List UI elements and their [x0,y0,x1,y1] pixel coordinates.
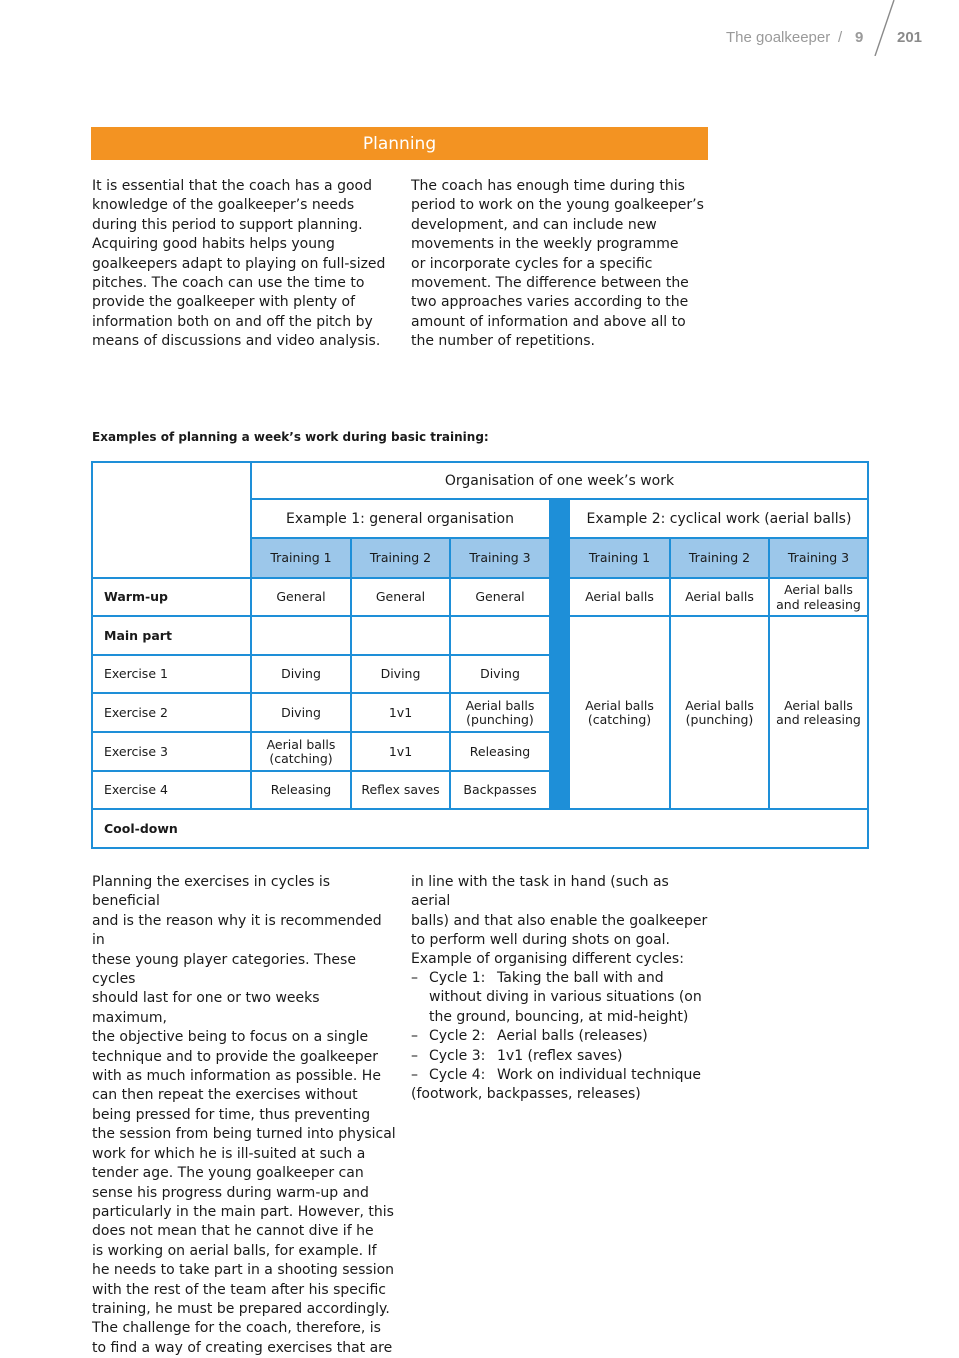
table-cell: Aerial balls (punching) [465,697,535,727]
table-cell: General [475,589,525,605]
cycles-list [411,969,711,1105]
body-right-paragraph: in line with the task in hand (such as aerial balls) and that also enable the goalkeeper to perform well during shots on goal. [411,874,708,949]
cycle-name: Cycle 2: [429,1028,486,1045]
list-item [411,969,711,1027]
row-label-exercise: Exercise 4 [104,782,168,798]
example2-header: Example 2: cyclical work (aerial balls) [586,510,852,527]
training-header: Training 2 [688,550,751,566]
table-cell: Diving [480,666,520,682]
cycle-text-continued: (footwork, backpasses, releases) [411,1086,641,1103]
list-dash: – [411,970,418,986]
row-label-warmup: Warm-up [104,589,169,605]
row-label-exercise: Exercise 3 [104,743,168,759]
table-cell: Aerial balls and releasing [776,582,861,612]
section-title: The goalkeeper [726,29,831,46]
list-item [411,1066,711,1105]
header-slash-icon [870,0,900,56]
cycle-name: Cycle 4: [429,1067,486,1084]
training-header: Training 1 [588,550,651,566]
table-title: Organisation of one week’s work [444,472,675,489]
table-cell: Aerial balls [685,589,754,605]
training-header: Training 1 [270,550,332,566]
table-cell: Aerial balls (catching) [585,697,654,727]
cycle-text-continued: without diving in various situations (on the ground, bouncing, at mid-height) [429,989,702,1025]
table-cell: Aerial balls and releasing [776,697,861,727]
row-label-exercise: Exercise 1 [104,666,168,682]
table-cell: Aerial balls [585,589,654,605]
list-item [411,1027,711,1046]
table-cell: Aerial balls (catching) [266,736,336,766]
table-cell: General [276,589,326,605]
intro-right-paragraph: The coach has enough time during this period to work on the young goalkeeper’s development, and can include new movements in the weekly programme or incorporate cycles for a specific movement. The difference between the two approaches varies according to the amount of information and above all to the number of repetitions. [411,178,704,350]
intro-left-paragraph: It is essential that the coach has a good knowledge of the goalkeeper’s needs during this period to support planning. Acquiring good habits helps young goalkeepers adapt to playing on full-sized pitches. The coach can use the time to provide the goalkeeper with plenty of information both on and off the pitch by means of discussions and video analysis. [92,178,386,350]
body-left-paragraph: Planning the exercises in cycles is beneficial and is the reason why it is recommended in these young player categories. These cycles should last for one or two weeks maximum, the objective being to focus on a single technique and to provide the goalkeeper with as much information as possible. He can then repeat the exercises without being pressed for time, thus preventing the session from being turned into physical work for which he is ill-suited at such a tender age. The young goalkeeper can sense his progress during warm-up and particularly in the main part. However, this does not mean that he cannot dive if he is working on aerial balls, for example. If he needs to take part in a shooting session with the rest of the team after his specific training, he must be prepared accordingly. The challenge for the coach, therefore, is to find a way of creating exercises that are [92,874,396,1356]
page-number: 201 [897,29,923,46]
running-header [0,0,959,70]
chapter-number: 9 [855,29,864,46]
banner-title: Planning [362,133,437,154]
table-cell: Diving [281,704,321,720]
cycle-name: Cycle 3: [429,1047,486,1064]
table-cell: Releasing [469,743,531,759]
example1-header: Example 1: general organisation [286,510,514,527]
training-header: Training 2 [369,550,432,566]
table-cell: Diving [380,666,421,682]
table-cell: Backpasses [463,782,537,798]
cycle-text: 1v1 (reflex saves) [497,1047,623,1064]
list-dash: – [411,1047,418,1064]
table-cell: 1v1 [388,743,413,759]
row-label-exercise: Exercise 2 [104,704,168,720]
table-cell: Aerial balls (punching) [685,697,754,727]
table-cell: Releasing [270,782,332,798]
table-caption: Examples of planning a week’s work during basic training: [92,430,489,444]
cycle-text: Aerial balls (releases) [497,1028,648,1045]
planning-banner [91,127,708,160]
table-cell: 1v1 [388,704,413,720]
cycle-name: Cycle 1: [429,970,486,986]
row-label-main: Main part [104,627,172,643]
table-cell: General [375,589,426,605]
training-header: Training 3 [469,550,531,566]
cycle-text: Work on individual technique [497,1067,701,1084]
list-dash: – [411,1067,418,1084]
list-item [411,1047,711,1066]
header-separator: / [838,29,843,46]
list-dash: – [411,1028,418,1045]
table-cell: Reflex saves [361,782,440,798]
training-header: Training 3 [787,550,850,566]
cycles-intro: Example of organising different cycles: [411,951,684,967]
table-cell: Diving [281,666,321,682]
row-label-cooldown: Cool-down [104,820,178,836]
cycle-text: Taking the ball with and [497,970,664,986]
examples-divider [549,500,570,809]
